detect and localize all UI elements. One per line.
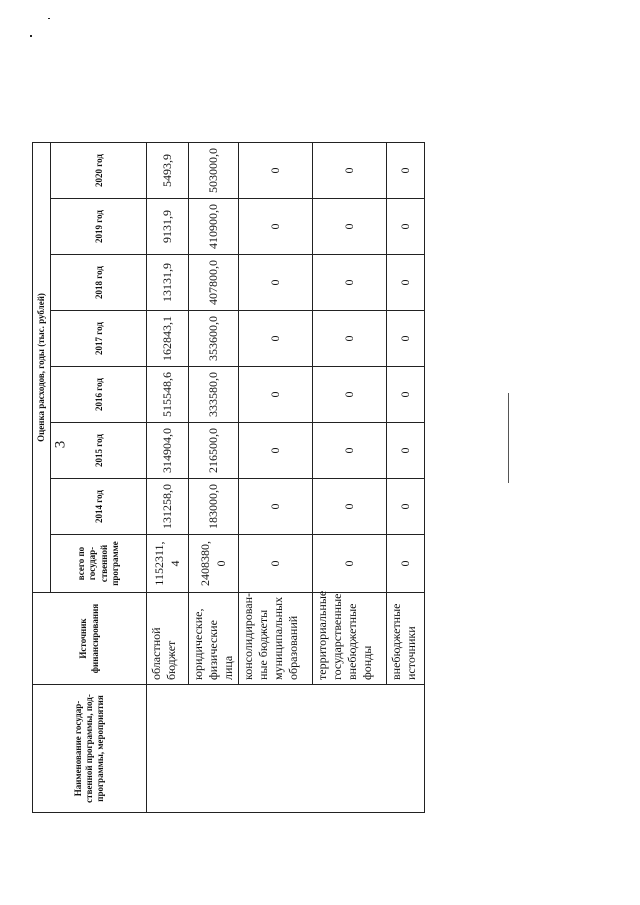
value-cell: 0 bbox=[239, 255, 313, 311]
source-cell: юридические, физические лица bbox=[189, 593, 239, 685]
value-cell: 0 bbox=[313, 142, 387, 198]
table-row bbox=[147, 142, 189, 812]
header-year: 2020 год bbox=[51, 142, 147, 198]
value-cell: 0 bbox=[387, 367, 425, 423]
value-cell: 0 bbox=[313, 479, 387, 535]
value-cell: 333580,0 bbox=[189, 367, 239, 423]
value-cell: 162843,1 bbox=[147, 311, 189, 367]
value-cell: 515548,6 bbox=[147, 367, 189, 423]
header-total-col: всего по государ-ственной программе bbox=[51, 535, 147, 593]
rotated-table-container bbox=[32, 143, 418, 813]
header-source-col: Источник финансирования bbox=[33, 593, 147, 685]
value-cell: 314904,0 bbox=[147, 423, 189, 479]
source-cell: областной бюджет bbox=[147, 593, 189, 685]
value-cell: 0 bbox=[387, 479, 425, 535]
value-cell: 183000,0 bbox=[189, 479, 239, 535]
header-year: 2015 год bbox=[51, 423, 147, 479]
value-cell: 0 bbox=[239, 199, 313, 255]
value-cell: 5493,9 bbox=[147, 142, 189, 198]
funding-table bbox=[32, 142, 425, 813]
header-year: 2017 год bbox=[51, 311, 147, 367]
header-estimate-group: Оценка расходов, годы (тыс. рублей) bbox=[33, 142, 51, 592]
value-cell: 0 bbox=[239, 423, 313, 479]
value-cell: 216500,0 bbox=[189, 423, 239, 479]
value-cell: 2408380,0 bbox=[189, 535, 239, 593]
value-cell: 0 bbox=[313, 535, 387, 593]
value-cell: 0 bbox=[387, 199, 425, 255]
value-cell: 0 bbox=[239, 367, 313, 423]
header-row-1 bbox=[33, 142, 51, 812]
margin-line bbox=[508, 393, 509, 483]
value-cell: 131258,0 bbox=[147, 479, 189, 535]
value-cell: 0 bbox=[387, 423, 425, 479]
scan-speck bbox=[30, 35, 32, 37]
header-year: 2016 год bbox=[51, 367, 147, 423]
value-cell: 503000,0 bbox=[189, 142, 239, 198]
value-cell: 0 bbox=[387, 311, 425, 367]
value-cell: 0 bbox=[239, 311, 313, 367]
value-cell: 0 bbox=[313, 255, 387, 311]
value-cell: 353600,0 bbox=[189, 311, 239, 367]
value-cell: 0 bbox=[239, 535, 313, 593]
value-cell: 0 bbox=[313, 199, 387, 255]
value-cell: 9131,9 bbox=[147, 199, 189, 255]
value-cell: 407800,0 bbox=[189, 255, 239, 311]
page-number: 3 bbox=[52, 440, 69, 449]
header-year: 2014 год bbox=[51, 479, 147, 535]
value-cell: 0 bbox=[239, 142, 313, 198]
value-cell: 0 bbox=[313, 367, 387, 423]
value-cell: 0 bbox=[239, 479, 313, 535]
value-cell: 0 bbox=[313, 423, 387, 479]
value-cell: 0 bbox=[387, 255, 425, 311]
source-cell: консолидирован-ные бюджеты муниципальных образований bbox=[239, 593, 313, 685]
value-cell: 0 bbox=[387, 142, 425, 198]
value-cell: 1152311,4 bbox=[147, 535, 189, 593]
source-cell: территориальные государственные внебюджетные фонды bbox=[313, 593, 387, 685]
value-cell: 0 bbox=[387, 535, 425, 593]
source-cell: внебюджетные источники bbox=[387, 593, 425, 685]
scan-speck bbox=[48, 18, 50, 19]
value-cell: 0 bbox=[313, 311, 387, 367]
program-name-cell bbox=[147, 685, 425, 813]
value-cell: 13131,9 bbox=[147, 255, 189, 311]
value-cell: 410900,0 bbox=[189, 199, 239, 255]
header-year: 2018 год bbox=[51, 255, 147, 311]
header-name-col: Наименование государ-ственной программы, под-программы, мероприятия bbox=[33, 685, 147, 813]
header-year: 2019 год bbox=[51, 199, 147, 255]
